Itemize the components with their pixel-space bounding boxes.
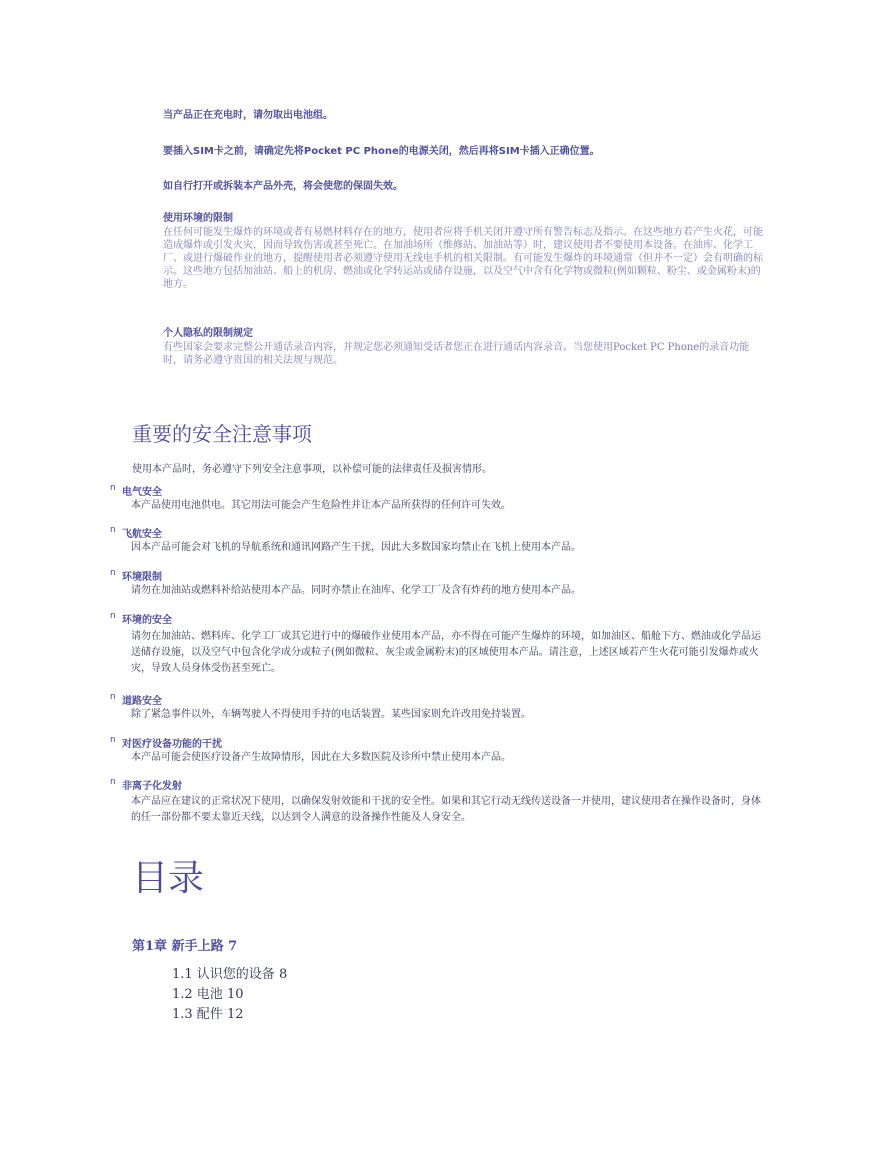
- bullet-icon: n: [110, 777, 116, 787]
- environment-limit-body: 在任何可能发生爆炸的环境或者有易燃材料存在的地方，使用者应将手机关闭并遵守所有警告标志及指示。在这些地方若产生火花，可能造成爆炸或引发火灾，因而导致伤害或甚至死亡。在加油场所（维修站、加油站等）时，建议使用者不要使用本设备。在油库、化学工厂、或进行爆破作业的地方，提醒使用者必须遵守使用无线电手机的相关限制。有可能发生爆炸的环境通常（但并不一定）会有明确的标示。这些地方包括加油站、船上的机房、燃油或化学转运站或储存设施，以及空气中含有化学物或微粒(例如颗粒、粉尘、或金属粉末)的地方。: [163, 227, 763, 290]
- safety-item-body: 请勿在加油站或燃料补给站使用本产品。同时亦禁止在油库、化学工厂及含有炸药的地方使用本产品。: [131, 585, 581, 596]
- warning-sim: 要插入SIM卡之前，请确定先将Pocket PC Phone的电源关闭，然后再将SIM卡插入正确位置。: [163, 146, 600, 157]
- privacy-limit-body: 有些国家会要求完整公开通话录音内容，并规定您必须通知受话者您正在进行通话内容录音。当您使用Pocket PC Phone的录音功能时，请务必遵守贵国的相关法规与规范。: [163, 342, 750, 366]
- safety-item-title: 环境限制: [122, 572, 162, 583]
- safety-item-body: 本产品可能会使医疗设备产生故障情形，因此在大多数医院及诊所中禁止使用本产品。: [131, 752, 511, 763]
- toc-item[interactable]: 1.1 认识您的设备 8: [172, 967, 288, 982]
- environment-limit-section: [163, 209, 763, 291]
- safety-item-body: 因本产品可能会对飞机的导航系统和通讯网路产生干扰，因此大多数国家均禁止在飞机上使用本产品。: [131, 542, 581, 553]
- toc-item[interactable]: 1.2 电池 10: [172, 987, 244, 1002]
- safety-item-title: 道路安全: [122, 696, 162, 707]
- toc-heading: 目录: [132, 858, 205, 899]
- bullet-icon: n: [110, 525, 116, 535]
- safety-item-title: 飞航安全: [122, 529, 162, 540]
- privacy-limit-section: [163, 324, 763, 367]
- warning-warranty: 如自行打开或拆装本产品外壳，将会使您的保固失效。: [163, 181, 403, 192]
- bullet-icon: n: [110, 692, 116, 702]
- safety-item-title: 环境的安全: [122, 615, 172, 626]
- bullet-icon: n: [110, 568, 116, 578]
- safety-item-title: 对医疗设备功能的干扰: [122, 739, 222, 750]
- toc-chapter-1[interactable]: 第1章 新手上路 7: [132, 939, 238, 954]
- safety-item-body: 请勿在加油站、燃料库、化学工厂或其它进行中的爆破作业使用本产品，亦不得在可能产生爆炸的环境，如加油区、船舱下方、燃油或化学品运送储存设施，以及空气中包含化学成分或粒子(例如微粒、灰尘或金属粉末)的区域使用本产品。请注意，上述区域若产生火花可能引发爆炸或火灾，导致人员身体受伤甚至死亡。: [131, 631, 761, 674]
- safety-heading: 重要的安全注意事项: [132, 422, 312, 446]
- safety-item-body: 本产品使用电池供电。其它用法可能会产生危险性并让本产品所获得的任何许可失效。: [131, 500, 511, 511]
- safety-item-title: 电气安全: [122, 487, 162, 498]
- toc-item[interactable]: 1.3 配件 12: [172, 1007, 244, 1022]
- warning-charging: 当产品正在充电时，请勿取出电池组。: [163, 110, 333, 121]
- safety-intro: 使用本产品时，务必遵守下列安全注意事项，以补偿可能的法律责任及损害情形。: [132, 464, 492, 475]
- bullet-icon: n: [110, 735, 116, 745]
- privacy-limit-title: 个人隐私的限制规定: [163, 328, 253, 339]
- safety-item-body: 除了紧急事件以外，车辆驾驶人不得使用手持的电话装置。某些国家则允许改用免持装置。: [131, 709, 531, 720]
- safety-item-title: 非离子化发射: [122, 781, 182, 792]
- environment-limit-title: 使用环境的限制: [163, 213, 233, 224]
- bullet-icon: n: [110, 483, 116, 493]
- bullet-icon: n: [110, 611, 116, 621]
- safety-item-body: 本产品应在建议的正常状况下使用，以确保发射效能和干扰的安全性。如果和其它行动无线传送设备一并使用，建议使用者在操作设备时，身体的任一部份都不要太靠近天线，以达到令人满意的设备操作性能及人身安全。: [131, 796, 761, 823]
